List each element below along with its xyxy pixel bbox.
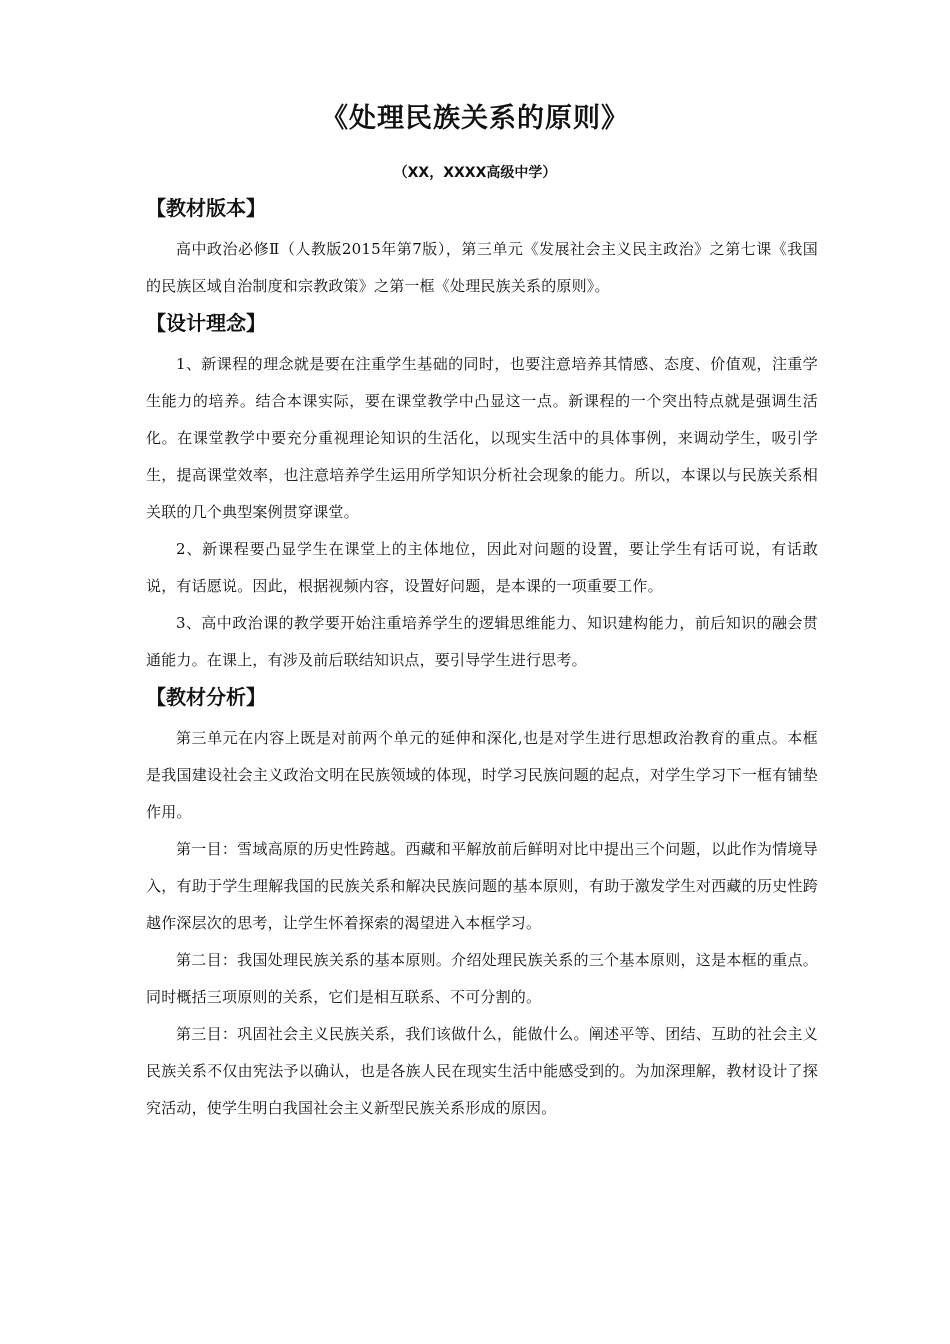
document-title: 《处理民族关系的原则》 <box>321 103 629 134</box>
paragraph: 3、高中政治课的教学要开始注重培养学生的逻辑思维能力、知识建构能力，前后知识的融会贯通能力。在课上，有涉及前后联结知识点，要引导学生进行思考。 <box>146 614 818 669</box>
section-textbook-analysis <box>146 683 818 1127</box>
paragraph: 第一目：雪域高原的历史性跨越。西藏和平解放前后鲜明对比中提出三个问题，以此作为情境导入，有助于学生理解我国的民族关系和解决民族问题的基本原则，有助于激发学生对西藏的历史性跨越作深层次的思考，让学生怀着探索的渴望进入本框学习。 <box>146 840 818 932</box>
paragraph: 2、新课程要凸显学生在课堂上的主体地位，因此对问题的设置，要让学生有话可说，有话敢说，有话愿说。因此，根据视频内容，设置好问题，是本课的一项重要工作。 <box>146 540 818 595</box>
section-design-concept <box>146 309 818 679</box>
paragraph: 高中政治必修Ⅱ（人教版2015年第7版），第三单元《发展社会主义民主政治》之第七课《我国的民族区域自治制度和宗教政策》之第一框《处理民族关系的原则》。 <box>146 240 818 295</box>
document-body <box>146 194 818 1131</box>
paragraph: 第三单元在内容上既是对前两个单元的延伸和深化,也是对学生进行思想政治教育的重点。本框是我国建设社会主义政治文明在民族领域的体现，时学习民族问题的起点，对学生学习下一框有铺垫作用。 <box>146 729 818 821</box>
paragraph: 1、新课程的理念就是要在注重学生基础的同时，也要注意培养其情感、态度、价值观，注重学生能力的培养。结合本课实际，要在课堂教学中凸显这一点。新课程的一个突出特点就是强调生活化。在课堂教学中要充分重视理论知识的生活化，以现实生活中的具体事例，来调动学生，吸引学生，提高课堂效率，也注意培养学生运用所学知识分析社会现象的能力。所以，本课以与民族关系相关联的几个典型案例贯穿课堂。 <box>146 355 818 521</box>
document-subtitle: （XX，XXXX高级中学） <box>393 165 557 181</box>
section-textbook-version <box>146 194 818 305</box>
section-heading: 【教材分析】 <box>146 685 266 709</box>
paragraph: 第三目：巩固社会主义民族关系，我们该做什么，能做什么。阐述平等、团结、互助的社会主义民族关系不仅由宪法予以确认，也是各族人民在现实生活中能感受到的。为加深理解，教材设计了探究活动，使学生明白我国社会主义新型民族关系形成的原因。 <box>146 1025 818 1117</box>
paragraph: 第二目：我国处理民族关系的基本原则。介绍处理民族关系的三个基本原则，这是本框的重点。同时概括三项原则的关系，它们是相互联系、不可分割的。 <box>146 951 818 1006</box>
section-heading: 【教材版本】 <box>146 196 266 220</box>
section-heading: 【设计理念】 <box>146 311 266 335</box>
